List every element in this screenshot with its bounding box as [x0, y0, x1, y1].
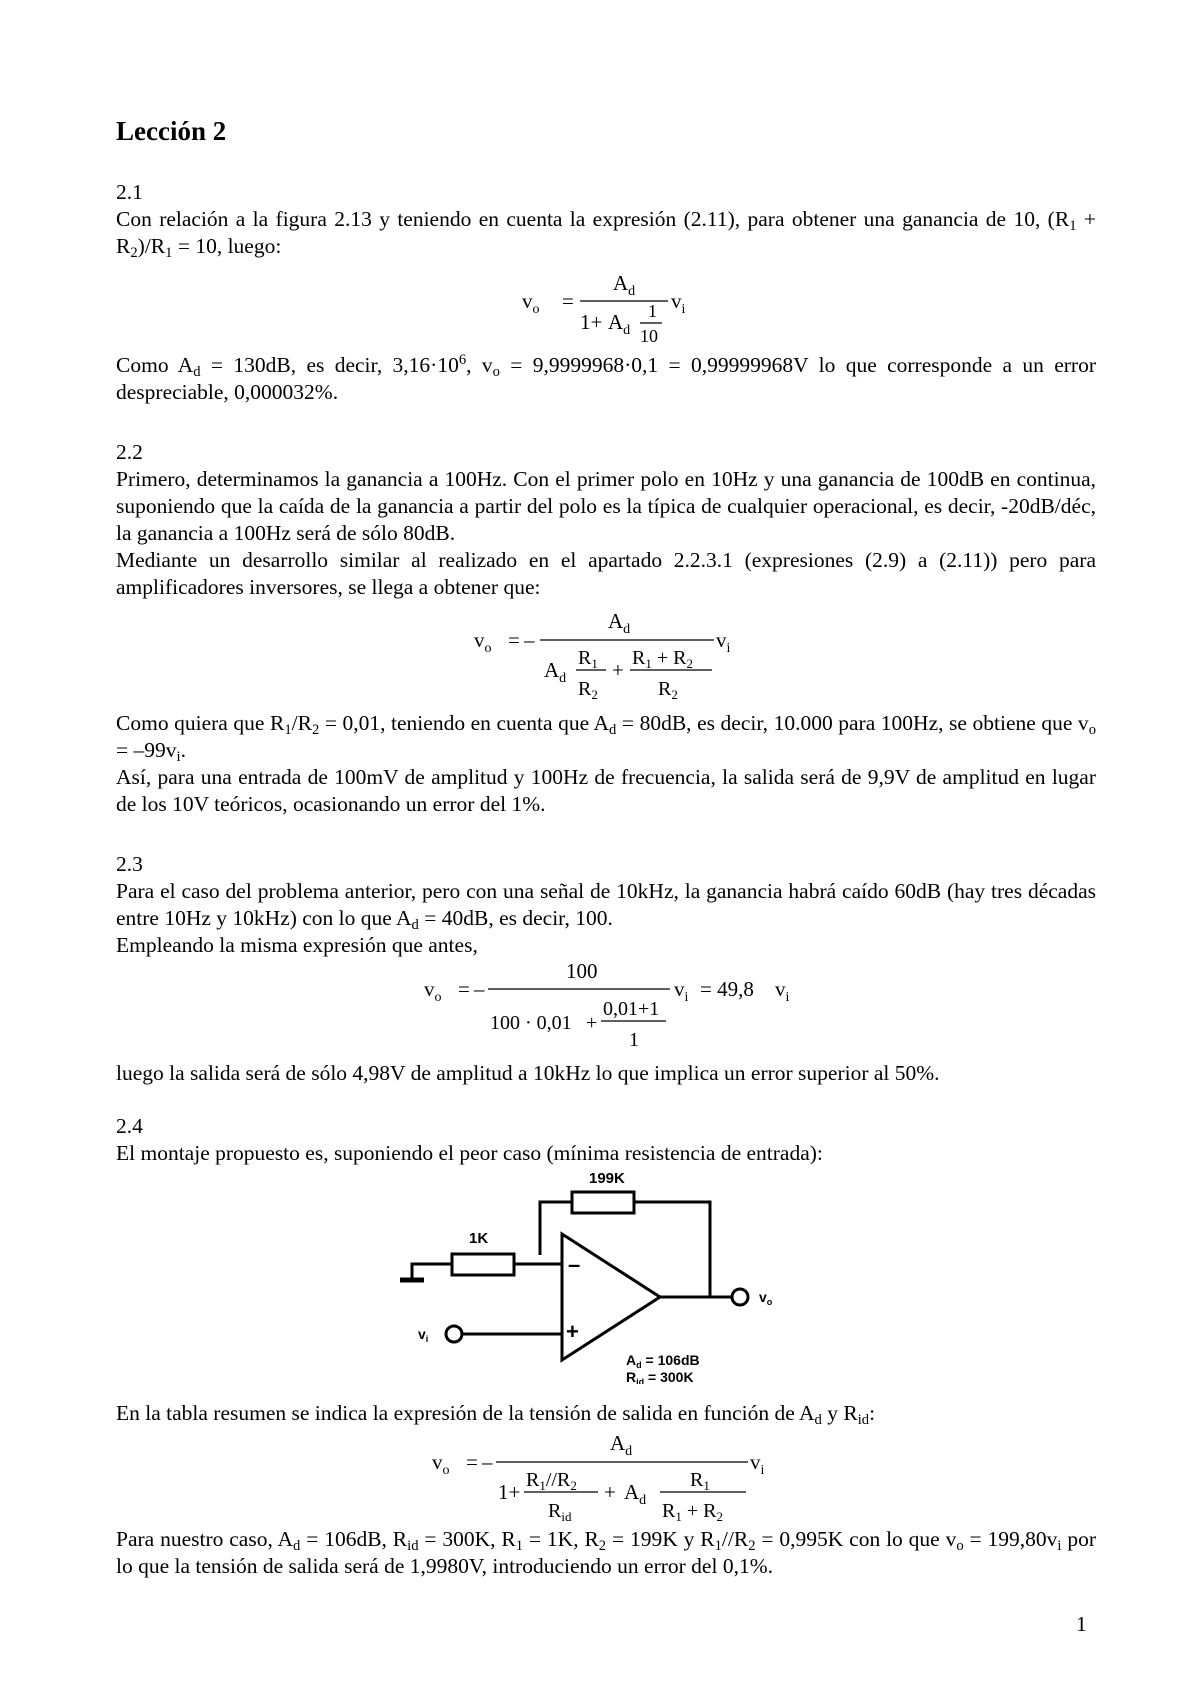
equation-2-3	[420, 954, 800, 1054]
svg-text:R2: $R_2$	[658, 678, 678, 700]
feedback-resistor-label: 199K	[589, 1170, 625, 1187]
svg-text:1: 1	[648, 301, 657, 321]
svg-text:vo: $v_o$	[424, 977, 442, 1005]
section-2-4-paragraph-2: En la tabla resumen se indica la expresión de la tensión de salida en función de $A_d$ y $R_{id}$:	[116, 1401, 876, 1428]
opamp-noninverting-sign: +	[566, 1319, 579, 1344]
section-2-3-paragraph-3: luego la salida será de sólo 4,98V de amplitud a 10kHz lo que implica un error superior al 50%.	[116, 1061, 940, 1085]
section-2-3-paragraph-2: Empleando la misma expresión que antes,	[116, 933, 478, 957]
svg-text:+: +	[612, 658, 624, 682]
input-resistance-parameter: $R_{id} = 300K$	[626, 1369, 694, 1384]
svg-text:Ad: $A_d$	[544, 658, 567, 686]
svg-text:Ad: $A_d$	[613, 271, 636, 299]
input-terminal	[446, 1326, 462, 1342]
section-number-2-2: 2.2	[116, 440, 143, 464]
equation-2-2	[468, 604, 748, 700]
svg-text:Ad: $A_d$	[610, 1431, 633, 1459]
input-resistor	[452, 1254, 514, 1275]
svg-text:R1: $R_1$	[690, 1469, 710, 1493]
section-2-2-paragraph-1: Primero, determinamos la ganancia a 100Hz. Con el primer polo en 10Hz y una ganancia de 100dB en continua, suponiendo que la caída de la ganancia a partir del polo es la típica de cualquier operacional, es decir, -20dB/déc, la ganancia a 100Hz será de sólo 80dB.	[116, 467, 1096, 545]
opamp-circuit-diagram	[396, 1168, 816, 1384]
svg-text:+: +	[604, 1480, 616, 1504]
svg-text:Ad: $A_d$	[624, 1480, 647, 1508]
svg-text:=: =	[466, 1450, 478, 1474]
section-2-4-paragraph-3: Para nuestro caso, $A_d = 106dB$, $R_{id} = 300K$, $R_1 = 1K$, $R_2 = 199K$ y $R_1//R_2 = 0,995K$ con lo que $v_o = 199,80v_i$ por lo que la tensión de salida será de 1,9980V, introduciendo un error del 0,1%.	[116, 1527, 1096, 1578]
svg-text:=: =	[562, 289, 574, 313]
section-2-3-paragraph-1: Para el caso del problema anterior, pero con una señal de 10kHz, la ganancia habrá caído 60dB (hay tres décadas entre 10Hz y 10kHz) con lo que $A_d = 40dB$, es decir, 100.	[116, 879, 1096, 933]
svg-text:+: +	[586, 1012, 598, 1034]
section-2-2-paragraph-2: Mediante un desarrollo similar al realizado en el apartado 2.2.3.1 (expresiones (2.9) a (2.11)) pero para amplificadores inversores, se llega a obtener que:	[116, 548, 1096, 599]
page-number: 1	[1076, 1612, 1087, 1636]
svg-text:–: –	[474, 977, 485, 1001]
svg-text:0,01+1: 0,01+1	[603, 998, 660, 1020]
svg-text:100 · 0,01: 100 · 0,01	[490, 1012, 572, 1034]
svg-text:vo: $v_o$	[522, 289, 540, 317]
section-2-4-paragraph-1: El montaje propuesto es, suponiendo el peor caso (mínima resistencia de entrada):	[116, 1141, 823, 1165]
svg-text:=: =	[458, 977, 470, 1001]
gain-parameter: $A_d = 106dB$	[626, 1352, 700, 1370]
svg-text:–: –	[482, 1450, 493, 1474]
svg-text:Ad: $A_d$	[608, 310, 631, 338]
input-resistor-label: 1K	[469, 1230, 489, 1247]
svg-text:vi: $v_i$	[750, 1450, 765, 1478]
svg-text:= 49,8: = 49,8	[700, 977, 754, 1001]
input-label: $v_i$	[418, 1326, 429, 1344]
svg-text:=: =	[508, 628, 520, 652]
equation-2-4	[428, 1426, 768, 1522]
svg-text:10: 10	[640, 326, 658, 346]
svg-text:R2: $R_2$	[578, 678, 598, 700]
section-2-1-paragraph-2: Como $A_d = 130dB$, es decir, $3,16\cdot 10^6$, $v_o = 9,9999968\cdot 0,1 = 0,99999968V$ lo que corresponde a un error despreciable, 0,000032%.	[116, 352, 1097, 404]
svg-text:vi: $v_i$	[716, 628, 731, 656]
svg-text:vi: $v_i$	[775, 977, 790, 1005]
section-2-1-paragraph-1: Con relación a la figura 2.13 y teniendo en cuenta la expresión (2.11), para obtener una ganancia de 10, $(R_1 + R_2)/R_1 = 10$, luego:	[116, 207, 1096, 261]
svg-text:R1 + R2: $R_1 + R_2$	[632, 647, 693, 671]
svg-text:Rid: $R_{id}$	[548, 1500, 572, 1522]
svg-text:1+: 1+	[580, 310, 603, 334]
svg-text:vi: $v_i$	[671, 289, 686, 317]
svg-text:Ad: $A_d$	[608, 609, 631, 637]
equation-2-1	[510, 268, 690, 348]
section-number-2-3: 2.3	[116, 852, 143, 876]
svg-text:R1: $R_1$	[578, 647, 598, 671]
section-number-2-4: 2.4	[116, 1114, 143, 1138]
output-terminal	[732, 1289, 748, 1305]
svg-text:vo: $v_o$	[474, 628, 492, 656]
svg-text:R1 + R2: $R_1 + R_2$	[662, 1500, 723, 1522]
page-title: Lección 2	[116, 116, 227, 146]
section-number-2-1: 2.1	[116, 180, 143, 204]
svg-text:1+: 1+	[498, 1480, 521, 1504]
svg-text:vo: $v_o$	[432, 1450, 450, 1478]
output-label: $v_o$	[759, 1289, 773, 1307]
opamp-inverting-sign: –	[568, 1252, 581, 1277]
section-2-2-paragraph-3: Como quiera que $R_1/R_2 = 0,01$, teniendo en cuenta que $A_d = 80dB$, es decir, 10.000 para 100Hz, se obtiene que $v_o = -99v_i$.	[116, 711, 1096, 765]
svg-text:vi: $v_i$	[674, 977, 689, 1005]
section-2-2-paragraph-4: Así, para una entrada de 100mV de amplitud y 100Hz de frecuencia, la salida será de 9,9V de amplitud en lugar de los 10V teóricos, ocasionando un error del 1%.	[116, 765, 1096, 816]
svg-text:1: 1	[629, 1029, 639, 1051]
svg-text:R1//R2: $R_1//R_2$	[526, 1469, 577, 1493]
svg-text:–: –	[524, 628, 535, 652]
svg-text:100: 100	[566, 959, 598, 983]
feedback-resistor	[572, 1192, 634, 1213]
